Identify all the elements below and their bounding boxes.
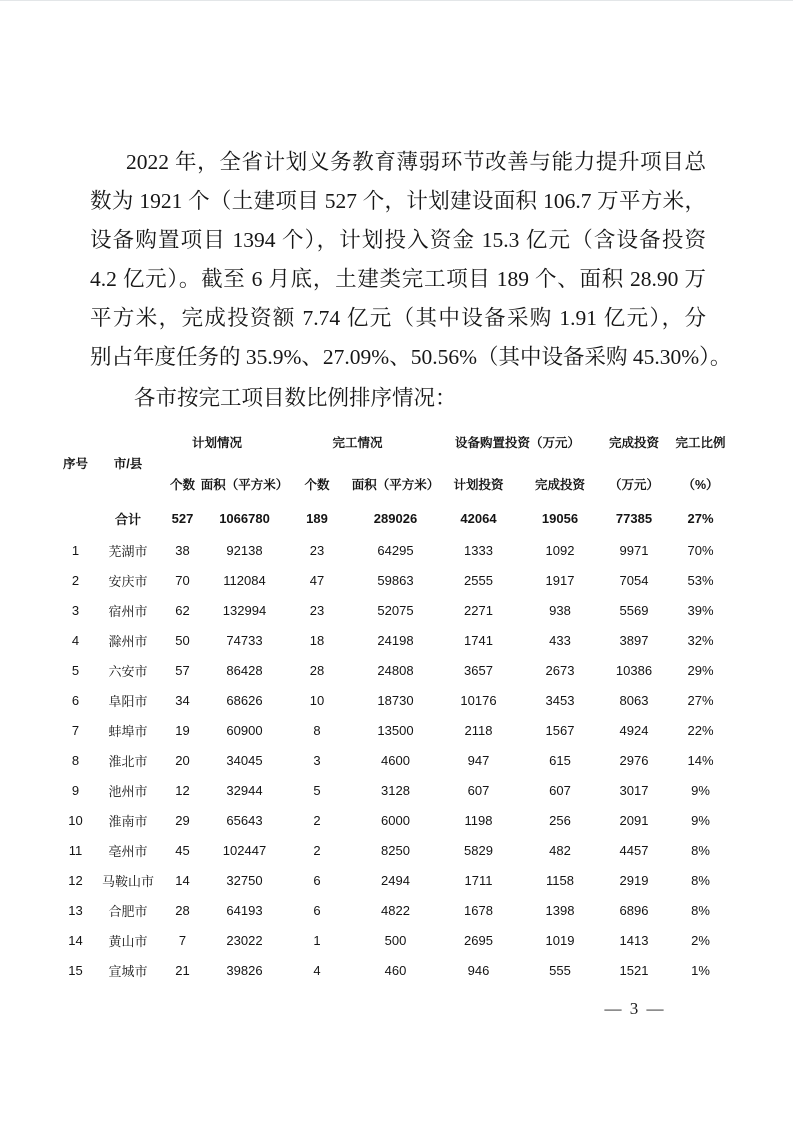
table-row [50,775,732,805]
cell-invest-done: 2091 [619,812,649,828]
cell-city: 滁州市 [108,633,148,649]
cell-plan-area: 68626 [226,692,263,708]
header-done-count: 个数 [304,477,330,492]
cell-done-count: 2 [313,842,321,858]
cell-done-area: 52075 [377,602,414,618]
cell-equip-plan: 3657 [464,662,493,678]
cell-plan-count: 12 [175,782,190,798]
cell-no: 12 [68,872,83,888]
cell-done-count: 5 [313,782,321,798]
cell-city: 六安市 [108,663,148,679]
cell-done-area: 24198 [377,632,414,648]
cell-equip-plan: 42064 [460,511,497,526]
cell-equip-done: 555 [549,962,571,978]
cell-invest-done: 5569 [619,602,649,618]
cell-done-area: 500 [384,932,407,948]
cell-city: 淮北市 [108,753,148,769]
cell-done-count: 23 [309,542,325,558]
header-group-equipment: 设备购置投资（万元） [454,435,580,450]
cell-ratio: 8% [691,872,710,888]
cell-plan-area: 132994 [222,602,267,618]
cell-plan-count: 57 [175,662,190,678]
cell-invest-done: 3017 [619,782,649,798]
cell-invest-done: 1413 [619,932,649,948]
cell-done-count: 8 [313,722,321,738]
header-ratio-line2: （%） [682,477,719,492]
table-header [50,431,732,494]
cell-plan-area: 60900 [226,722,263,738]
cell-equip-done: 3453 [545,692,575,708]
cell-ratio: 53% [687,572,714,588]
cell-equip-done: 938 [549,602,571,618]
cell-equip-done: 482 [549,842,571,858]
cell-plan-count: 19 [175,722,190,738]
cell-equip-plan: 1741 [464,632,493,648]
table-row [50,685,732,715]
cell-plan-area: 65643 [226,812,263,828]
cell-equip-plan: 2271 [464,602,493,618]
cell-ratio: 2% [691,932,710,948]
cell-equip-done: 615 [549,752,571,768]
cell-equip-plan: 2118 [464,722,493,738]
cell-done-count: 2 [313,812,321,828]
cell-done-area: 18730 [377,692,414,708]
cell-invest-done: 7054 [619,572,649,588]
cell-invest-done: 8063 [619,692,649,708]
intro-line: 别占年度任务的 35.9%、27.09%、50.56%（其中设备采购 45.30%）。 [90,345,732,369]
cell-equip-done: 433 [549,632,571,648]
cell-done-area: 59863 [377,572,414,588]
cell-ratio: 70% [687,542,714,558]
cell-equip-plan: 2555 [464,572,493,588]
cell-equip-done: 1567 [545,722,575,738]
cell-ratio: 9% [691,812,710,828]
cell-done-count: 4 [313,962,321,978]
cell-done-area: 4822 [381,902,410,918]
intro-line: 设备购置项目 1394 个），计划投入资金 15.3 亿元（含设备投资 [90,228,706,252]
cell-done-area: 24808 [377,662,414,678]
cell-invest-done: 2919 [619,872,649,888]
cell-ratio: 8% [691,842,710,858]
cell-plan-area: 112084 [223,572,266,588]
cell-ratio: 27% [687,692,714,708]
cell-city: 亳州市 [108,843,148,859]
cell-plan-area: 32944 [226,782,263,798]
cell-equip-done: 2673 [545,662,575,678]
cell-plan-area: 102447 [222,842,267,858]
cell-no: 9 [71,782,80,798]
cell-equip-done: 256 [549,812,571,828]
cell-invest-done: 77385 [615,511,653,526]
cell-equip-plan: 1333 [464,542,493,558]
cell-plan-count: 34 [175,692,190,708]
table-row [50,655,732,685]
cell-invest-done: 1521 [619,962,649,978]
cell-done-count: 28 [309,662,325,678]
table-row [50,835,732,865]
cell-city: 黄山市 [108,933,148,949]
cell-city: 合计 [114,512,141,527]
cell-plan-area: 74733 [226,632,263,648]
cell-equip-done: 1398 [545,902,575,918]
cell-invest-done: 6896 [619,902,649,918]
cell-invest-done: 2976 [619,752,649,768]
cell-plan-count: 29 [175,812,190,828]
cell-done-area: 64295 [377,542,414,558]
cell-no: 7 [71,722,80,738]
cell-no: 11 [68,842,83,858]
page-number: — 3 — [604,999,666,1018]
cell-ratio: 8% [691,902,710,918]
cell-no: 2 [71,572,80,588]
cell-equip-plan: 1198 [464,812,493,828]
cell-done-area: 13500 [377,722,414,738]
cell-no: 15 [68,962,83,978]
cell-done-count: 189 [306,511,328,526]
cell-equip-done: 1092 [545,542,575,558]
cell-done-area: 289026 [373,511,418,526]
cell-plan-count: 28 [175,902,190,918]
header-no: 序号 [62,456,88,471]
header-equip-done: 完成投资 [534,477,585,492]
table-row [50,715,732,745]
header-group-completed: 完工情况 [332,435,383,450]
cell-equip-done: 1917 [545,572,575,588]
cell-ratio: 29% [687,662,714,678]
cell-no: 10 [68,812,83,828]
cell-equip-plan: 946 [467,962,490,978]
cell-city: 池州市 [108,783,148,799]
cell-plan-area: 34045 [226,752,263,768]
cell-plan-count: 527 [171,511,194,526]
cell-done-count: 10 [309,692,325,708]
cell-ratio: 9% [691,782,710,798]
intro-line: 平方米，完成投资额 7.74 亿元（其中设备采购 1.91 亿元），分 [90,306,706,330]
cell-plan-area: 1066780 [219,511,270,526]
cell-plan-count: 50 [175,632,190,648]
cell-plan-count: 45 [175,842,190,858]
cell-equip-plan: 1711 [464,872,493,888]
table-row [50,865,732,895]
cell-no: 1 [71,542,80,558]
cell-city: 马鞍山市 [101,873,154,889]
intro-line: 4.2 亿元）。截至 6 月底，土建类完工项目 189 个、面积 28.90 万 [90,267,706,291]
header-plan-count: 个数 [169,477,195,492]
cell-equip-plan: 10176 [460,692,497,708]
cell-equip-plan: 947 [467,752,490,768]
header-plan-area: 面积（平方米） [200,477,289,492]
table-row [50,805,732,835]
cell-done-count: 3 [313,752,321,768]
cell-city: 蚌埠市 [108,723,148,739]
table-row [50,925,732,955]
table-row [50,535,732,565]
cell-done-area: 6000 [381,812,410,828]
cell-invest-done: 4924 [619,722,649,738]
cell-done-count: 23 [309,602,325,618]
cell-no: 3 [71,602,80,618]
cell-city: 阜阳市 [108,693,148,709]
cell-ratio: 27% [687,511,714,526]
cell-equip-done: 1158 [546,872,574,888]
cell-plan-area: 23022 [226,932,263,948]
cell-ratio: 14% [687,752,714,768]
cell-invest-done: 9971 [619,542,649,558]
cell-invest-done: 10386 [615,662,653,678]
cell-no: 14 [68,932,83,948]
cell-invest-done: 3897 [619,632,649,648]
cell-no: 5 [71,662,80,678]
table-row [50,595,732,625]
header-ratio-line1: 完工比例 [675,435,726,450]
cell-city: 安庆市 [108,573,148,589]
cell-plan-area: 39826 [226,962,263,978]
cell-done-area: 3128 [381,782,410,798]
cell-plan-count: 14 [175,872,190,888]
table-row [50,625,732,655]
cell-plan-count: 7 [178,932,187,948]
cell-plan-count: 20 [175,752,190,768]
cell-equip-done: 607 [549,782,571,798]
cell-plan-count: 21 [175,962,190,978]
cell-equip-plan: 1678 [464,902,493,918]
cell-plan-count: 38 [175,542,190,558]
cell-done-count: 18 [309,632,325,648]
table-row [50,745,732,775]
completion-statistics-table [50,431,732,985]
cell-no: 8 [71,752,80,768]
cell-plan-count: 70 [175,572,190,588]
cell-done-area: 460 [384,962,407,978]
header-invest-line2: （万元） [608,477,659,492]
cell-ratio: 32% [687,632,714,648]
intro-line: 2022 年，全省计划义务教育薄弱环节改善与能力提升项目总 [126,150,706,174]
cell-equip-plan: 607 [467,782,490,798]
cell-done-area: 4600 [381,752,410,768]
table-caption: 各市按完工项目数比例排序情况： [134,386,457,410]
cell-done-count: 6 [313,902,321,918]
header-group-planned: 计划情况 [191,435,242,450]
cell-done-count: 1 [313,932,321,948]
table-total-row [50,494,732,535]
intro-paragraph [90,143,732,377]
cell-city: 淮南市 [108,813,148,829]
cell-equip-plan: 5829 [464,842,493,858]
cell-city: 芜湖市 [108,543,148,559]
header-done-area: 面积（平方米） [351,477,440,492]
cell-ratio: 1% [691,962,710,978]
cell-equip-done: 19056 [541,511,579,526]
cell-no: 4 [71,632,80,648]
cell-plan-area: 92138 [226,542,263,558]
table-body [50,535,732,985]
cell-plan-area: 64193 [226,902,263,918]
cell-done-count: 47 [309,572,325,588]
cell-city: 合肥市 [108,903,148,919]
header-equip-plan: 计划投资 [453,477,504,492]
cell-no: 13 [68,902,83,918]
table-row [50,895,732,925]
cell-city: 宿州市 [108,603,148,619]
cell-plan-area: 86428 [226,662,263,678]
cell-plan-area: 32750 [226,872,263,888]
cell-ratio: 39% [687,602,714,618]
cell-no: 6 [71,692,80,708]
cell-ratio: 22% [687,722,714,738]
header-city: 市/县 [113,456,143,471]
cell-plan-count: 62 [175,602,190,618]
table-row [50,955,732,985]
cell-equip-done: 1019 [545,932,575,948]
cell-equip-plan: 2695 [464,932,493,948]
table-row [50,565,732,595]
cell-done-area: 2494 [381,872,410,888]
header-invest-line1: 完成投资 [608,435,659,450]
cell-done-count: 6 [313,872,321,888]
intro-line: 数为 1921 个（土建项目 527 个，计划建设面积 106.7 万平方米， [90,189,706,213]
cell-done-area: 8250 [381,842,410,858]
cell-invest-done: 4457 [619,842,649,858]
cell-city: 宣城市 [108,963,148,979]
